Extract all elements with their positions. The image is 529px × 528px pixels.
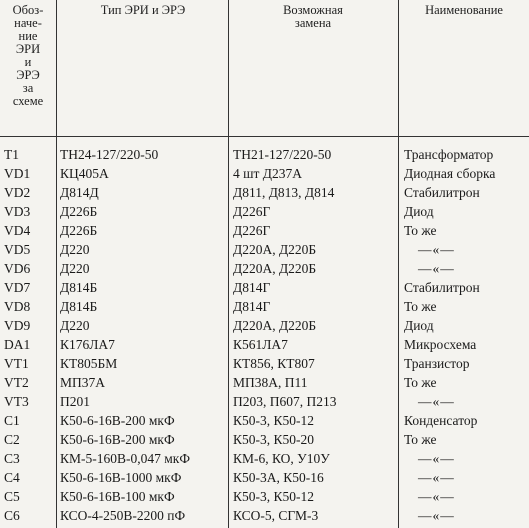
name-cell: То же [404, 299, 437, 314]
type-cell: КМ-5-160В-0,047 мкФ [60, 451, 191, 466]
designation-cell: VD5 [4, 242, 31, 257]
table-row [0, 487, 529, 506]
replacement-cell: 4 шт Д237А [233, 166, 303, 181]
replacement-cell: Д226Г [233, 223, 271, 238]
replacement-cell: КСО-5, СГМ-3 [233, 508, 319, 523]
name-cell: Диод [404, 318, 434, 333]
type-cell: Д220 [60, 242, 90, 257]
name-cell: Стабилитрон [404, 185, 480, 200]
table-row [0, 297, 529, 316]
type-cell: Д814Б [60, 280, 98, 295]
replacement-cell: Д220А, Д220Б [233, 261, 317, 276]
name-cell: Трансформатор [404, 147, 494, 162]
type-cell: К176ЛА7 [60, 337, 115, 352]
table-row [0, 411, 529, 430]
name-cell: Транзистор [404, 356, 470, 371]
table-row [0, 392, 529, 411]
table-row [0, 259, 529, 278]
name-cell: —«— [418, 489, 455, 504]
type-cell: К50-6-16В-1000 мкФ [60, 470, 182, 485]
type-cell: Д226Б [60, 223, 98, 238]
name-cell: Стабилитрон [404, 280, 480, 295]
type-cell: Д814Б [60, 299, 98, 314]
replacement-cell: ТН21-127/220-50 [233, 147, 332, 162]
table-row [0, 164, 529, 183]
replacement-cell: Д814Г [233, 299, 271, 314]
replacement-cell: К561ЛА7 [233, 337, 288, 352]
table-row [0, 145, 529, 164]
replacement-cell: П203, П607, П213 [233, 394, 337, 409]
replacement-cell: К50-3, К50-20 [233, 432, 314, 447]
type-cell: Д814Д [60, 185, 99, 200]
designation-cell: VT3 [4, 394, 29, 409]
header-divider [0, 136, 529, 137]
header-line: схеме [12, 94, 44, 108]
table-row [0, 183, 529, 202]
type-cell: КЦ405А [60, 166, 109, 181]
type-cell: Д220 [60, 261, 90, 276]
table-row [0, 354, 529, 373]
type-cell: Д226Б [60, 204, 98, 219]
name-cell: То же [404, 432, 437, 447]
type-cell: КСО-4-250В-2200 пФ [60, 508, 186, 523]
name-cell: —«— [418, 261, 455, 276]
header-name: Наименование [425, 3, 503, 17]
header-line: ние [18, 29, 38, 43]
designation-cell: DA1 [4, 337, 31, 352]
header-line: Возможная [283, 3, 343, 17]
header-line: за [22, 81, 34, 95]
name-cell: Диод [404, 204, 434, 219]
name-cell: Диодная сборка [404, 166, 496, 181]
name-cell: —«— [418, 451, 455, 466]
header-type: Тип ЭРИ и ЭРЭ [100, 3, 186, 17]
header-replacement [229, 4, 397, 30]
replacement-cell: Д220А, Д220Б [233, 318, 317, 333]
replacement-cell: К50-3А, К50-16 [233, 470, 324, 485]
table-row [0, 240, 529, 259]
replacement-cell: К50-3, К50-12 [233, 413, 314, 428]
table-row [0, 468, 529, 487]
designation-cell: VD8 [4, 299, 31, 314]
name-cell: —«— [418, 508, 455, 523]
designation-cell: C1 [4, 413, 20, 428]
designation-cell: VT2 [4, 375, 29, 390]
table-row [0, 373, 529, 392]
table-row [0, 449, 529, 468]
header-line: наче- [14, 16, 42, 30]
designation-cell: VD2 [4, 185, 31, 200]
replacement-cell: Д226Г [233, 204, 271, 219]
type-cell: МП37А [60, 375, 106, 390]
designation-cell: VD4 [4, 223, 31, 238]
designation-cell: C2 [4, 432, 20, 447]
designation-cell: VD7 [4, 280, 31, 295]
header-line: ЭРИ [15, 42, 41, 56]
replacement-cell: К50-3, К50-12 [233, 489, 314, 504]
table-row [0, 202, 529, 221]
designation-cell: T1 [4, 147, 19, 162]
designation-cell: C6 [4, 508, 20, 523]
designation-cell: VD9 [4, 318, 31, 333]
type-cell: К50-6-16В-200 мкФ [60, 432, 175, 447]
designation-cell: C3 [4, 451, 20, 466]
replacement-cell: КМ-6, КО, У10У [233, 451, 330, 466]
header-line: и [24, 55, 32, 69]
type-cell: Д220 [60, 318, 90, 333]
header-line: ЭРЭ [16, 68, 40, 82]
type-cell: К50-6-16В-200 мкФ [60, 413, 175, 428]
type-cell: К50-6-16В-100 мкФ [60, 489, 175, 504]
name-cell: —«— [418, 394, 455, 409]
type-cell: ТН24-127/220-50 [60, 147, 159, 162]
designation-cell: C5 [4, 489, 20, 504]
type-cell: П201 [60, 394, 90, 409]
replacement-cell: Д220А, Д220Б [233, 242, 317, 257]
header-designation [0, 4, 56, 108]
table-row [0, 506, 529, 525]
table-row [0, 335, 529, 354]
name-cell: —«— [418, 242, 455, 257]
name-cell: —«— [418, 470, 455, 485]
table-row [0, 430, 529, 449]
header-line: замена [294, 16, 332, 30]
replacement-cell: КТ856, КТ807 [233, 356, 315, 371]
designation-cell: C4 [4, 470, 20, 485]
name-cell: То же [404, 223, 437, 238]
replacement-cell: Д814Г [233, 280, 271, 295]
table-row [0, 278, 529, 297]
name-cell: Конденсатор [404, 413, 478, 428]
table-row [0, 316, 529, 335]
header-line: Обоз- [12, 3, 44, 17]
designation-cell: VD3 [4, 204, 31, 219]
replacement-cell: МП38А, П11 [233, 375, 308, 390]
name-cell: То же [404, 375, 437, 390]
designation-cell: VT1 [4, 356, 29, 371]
table-row [0, 221, 529, 240]
designation-cell: VD6 [4, 261, 31, 276]
name-cell: Микросхема [404, 337, 477, 352]
replacement-cell: Д811, Д813, Д814 [233, 185, 335, 200]
designation-cell: VD1 [4, 166, 31, 181]
type-cell: КТ805БМ [60, 356, 118, 371]
